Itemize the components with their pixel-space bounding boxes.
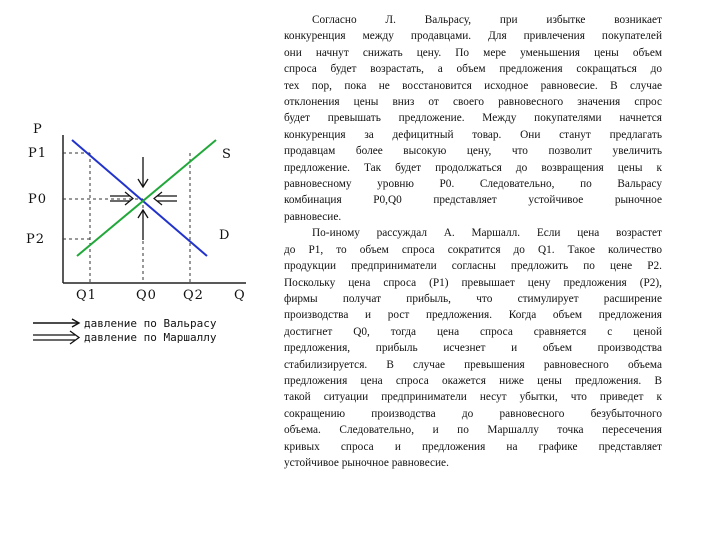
text-line: будет превышать предложение. Между покупателями начнется (284, 112, 662, 125)
paragraph-marshall (284, 225, 662, 471)
text-line: такой ситуации предприниматели несут убытки, что приведет к (284, 391, 662, 404)
text-line: равновесному уровню P0. Следовательно, по Вальрасу (284, 178, 662, 191)
price-label-p2: P2 (26, 232, 46, 247)
text-line: они начнут снижать цену. По мере уменьшения цены объем (284, 46, 662, 59)
text-line: тех пор, пока не восстановится исходное равновесие. В случае (284, 79, 662, 92)
text-line: до P1, то объем спроса сократится до Q1. Такое количество (284, 243, 662, 256)
quantity-label-q1: Q1 (76, 288, 97, 303)
text-line: По-иному рассуждал А. Маршалл. Если цена возрастет (312, 227, 662, 240)
text-line: спроса будет возрастать, а объем предложения сокращаться до (284, 63, 662, 76)
text-line: стабилизируется. В случае превышения равновесного объема (284, 358, 662, 371)
article-text (284, 12, 662, 471)
text-line: объема. Следовательно, и по Маршаллу точка пересечения (284, 424, 662, 437)
price-label-p1: P1 (28, 146, 48, 161)
text-line: предложения, прибыль исчезнет и объем производства (284, 342, 662, 355)
text-line: предложение. Так будет продолжаться до возвращения цены к (284, 161, 662, 174)
price-label-p0: P0 (28, 192, 48, 207)
walras-arrow-down (138, 157, 148, 187)
text-line: продавцам более высокую цену, что позволит увеличить (284, 145, 662, 158)
axis-y-label: P (33, 122, 43, 137)
text-line: предложения цена спроса окажется ниже цены предложения. В (284, 374, 662, 387)
supply-curve (77, 140, 216, 256)
paragraph-walras (284, 12, 662, 225)
text-line: достигнет Q0, тогда цена спроса сравняется с ценой (284, 325, 662, 338)
legend-walras-arrow (33, 319, 79, 327)
text-line: фирмы получат прибыль, что стимулирует расширение (284, 292, 662, 305)
text-line: Согласно Л. Вальрасу, при избытке возникает (312, 14, 662, 26)
text-line: комбинация P0,Q0 представляет устойчивое рыночное (284, 194, 662, 207)
text-line: устойчивое рыночное равновесие. (284, 456, 449, 469)
text-line: Поскольку цена спроса (P1) превышает цену предложения (P2), (284, 276, 662, 289)
demand-label: D (219, 228, 231, 243)
text-line: отклонения цены вниз от своего равновесного значения спрос (284, 96, 662, 109)
text-line: равновесие. (284, 210, 342, 223)
legend-walras-text: давление по Вальрасу (84, 317, 217, 330)
text-line: продукции предприниматели согласны предложить по цене P2. (284, 260, 662, 273)
text-line: конкуренция за дефицитный товар. Они станут предлагать (284, 128, 662, 141)
text-line: сокращению производства до равновесного безубыточного (284, 407, 662, 420)
supply-label: S (222, 147, 232, 162)
text-line: кривых спроса и предложения на графике представляет (284, 440, 662, 453)
marshall-arrow-left (154, 192, 177, 205)
demand-curve (72, 140, 207, 256)
supply-demand-graph (0, 0, 285, 360)
walras-arrow-up (138, 210, 148, 240)
text-line: конкуренция между продавцами. Для привлечения покупателей (284, 30, 662, 43)
text-line: производства и рост предложения. Когда объем предложения (284, 309, 662, 322)
quantity-label-q0: Q0 (136, 288, 157, 303)
axis-x-label: Q (234, 288, 246, 303)
legend-marshall-arrow (33, 331, 79, 344)
legend-marshall-text: давление по Маршаллу (84, 331, 217, 344)
quantity-label-q2: Q2 (183, 288, 204, 303)
